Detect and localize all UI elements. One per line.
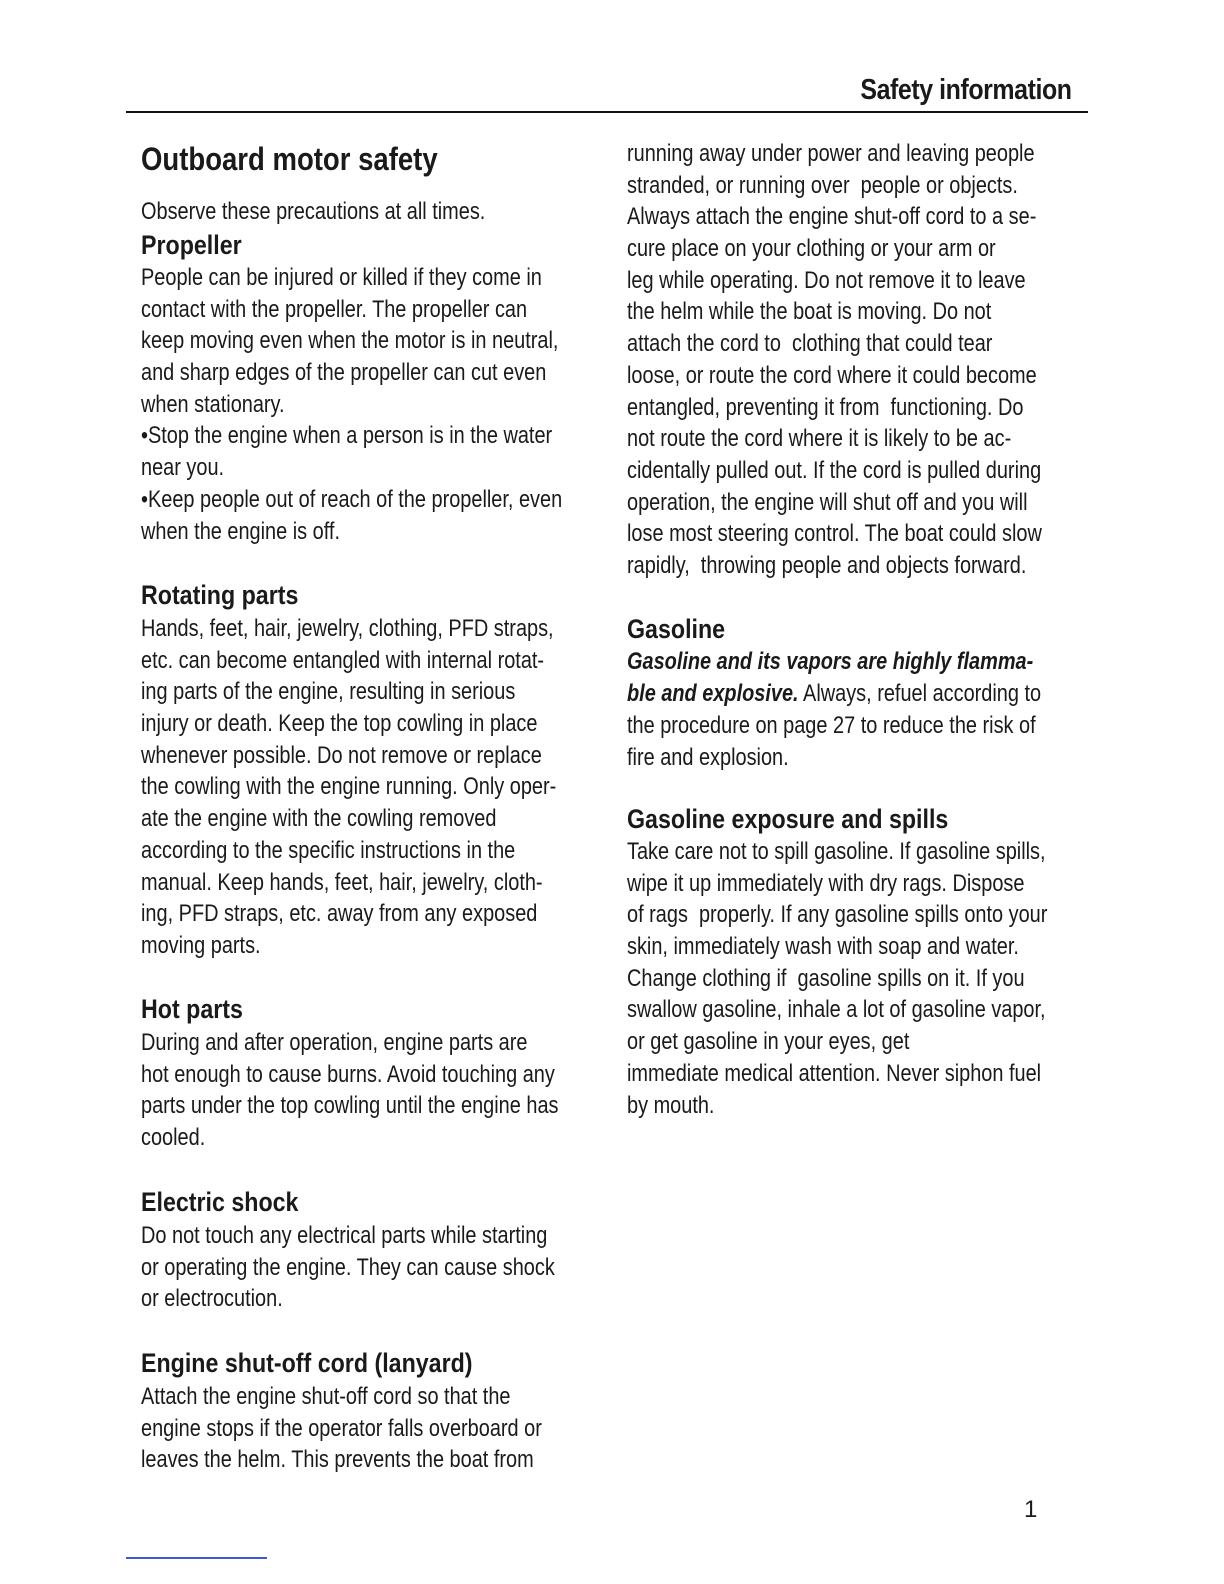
text-line: •Keep people out of reach of the propeller, even (141, 485, 563, 513)
intro-text: Observe these precautions at all times. (141, 198, 486, 225)
text-line: by mouth. (627, 1091, 715, 1119)
electric-shock-heading: Electric shock (141, 1187, 299, 1217)
propeller-heading: Propeller (141, 230, 242, 260)
gasoline-refuel-text: Always, refuel according to (798, 680, 1042, 707)
text-line: wipe it up immediately with dry rags. Dispose (627, 869, 1025, 897)
text-line: when the engine is off. (141, 517, 340, 545)
text-line: Always attach the engine shut-off cord to a se- (627, 203, 1037, 231)
text-line: injury or death. Keep the top cowling in place (141, 710, 538, 738)
text-line: operation, the engine will shut off and you will (627, 488, 1028, 516)
text-line: when stationary. (141, 390, 285, 418)
gasoline-spills-heading: Gasoline exposure and spills (627, 804, 949, 834)
page-number: 1 (1024, 1496, 1038, 1523)
lanyard-body (141, 1381, 542, 1476)
text-line: manual. Keep hands, feet, hair, jewelry, cloth- (141, 868, 543, 896)
text-line: the cowling with the engine running. Only oper- (141, 773, 557, 801)
text-line: keep moving even when the motor is in neutral, (141, 327, 559, 355)
text-line: the helm while the boat is moving. Do not (627, 298, 992, 326)
text-line: of rags properly. If any gasoline spills onto your (627, 901, 1048, 929)
text-line: the procedure on page 27 to reduce the risk of (627, 712, 1036, 739)
text-line: leaves the helm. This prevents the boat from (141, 1446, 534, 1474)
header-divider (126, 111, 1088, 113)
text-line: or electrocution. (141, 1285, 283, 1313)
text-line: engine stops if the operator falls overboard or (141, 1414, 542, 1442)
gasoline-warning-line1 (627, 646, 1033, 678)
text-line: moving parts. (141, 931, 261, 959)
text-line: cidentally pulled out. If the cord is pulled during (627, 456, 1042, 484)
running-header: Safety information (860, 74, 1072, 106)
text-line: immediate medical attention. Never siphon fuel (627, 1059, 1042, 1087)
text-line: ing parts of the engine, resulting in serious (141, 678, 516, 706)
text-line: cooled. (141, 1124, 206, 1152)
text-line: according to the specific instructions in the (141, 836, 516, 864)
text-line: Do not touch any electrical parts while starting (141, 1222, 548, 1249)
text-line: rapidly, throwing people and objects forward. (627, 551, 1027, 579)
propeller-body (141, 262, 562, 547)
text-line: or get gasoline in your eyes, get (627, 1028, 910, 1056)
text-line: not route the cord where it is likely to be ac- (627, 425, 1012, 453)
text-line: running away under power and leaving people (627, 140, 1035, 167)
text-line: whenever possible. Do not remove or replace (141, 741, 542, 769)
text-line: Change clothing if gasoline spills on it. If you (627, 964, 1025, 992)
gasoline-warning-line2 (627, 678, 1041, 710)
text-line: entangled, preventing it from functioning. Do (627, 393, 1024, 421)
rotating-parts-heading: Rotating parts (141, 580, 299, 610)
text-line: lose most steering control. The boat could slow (627, 520, 1042, 548)
text-line: Attach the engine shut-off cord so that the (141, 1383, 511, 1410)
text-line: hot enough to cause burns. Avoid touching any (141, 1060, 555, 1088)
gasoline-heading: Gasoline (627, 614, 726, 644)
text-line: stranded, or running over people or objects. (627, 171, 1018, 199)
text-line: swallow gasoline, inhale a lot of gasoline vapor, (627, 996, 1046, 1024)
footer-link-underline (126, 1557, 267, 1559)
gasoline-body (627, 710, 1036, 773)
text-line: etc. can become entangled with internal rotat- (141, 646, 545, 674)
text-line: loose, or route the cord where it could become (627, 361, 1037, 389)
text-line: fire and explosion. (627, 743, 789, 771)
text-line: •Stop the engine when a person is in the water (141, 422, 553, 450)
text-line: Hands, feet, hair, jewelry, clothing, PFD straps, (141, 615, 554, 642)
text-line: cure place on your clothing or your arm or (627, 235, 996, 263)
text-line: During and after operation, engine parts are (141, 1029, 528, 1056)
text-line: skin, immediately wash with soap and water. (627, 933, 1019, 961)
text-line: ing, PFD straps, etc. away from any exposed (141, 900, 538, 928)
lanyard-body-continued (627, 138, 1042, 582)
text-line: or operating the engine. They can cause shock (141, 1253, 555, 1281)
text-line: ate the engine with the cowling removed (141, 805, 497, 833)
gasoline-warning-text: Gasoline and its vapors are highly flamma- (627, 648, 1034, 675)
text-line: near you. (141, 454, 225, 482)
gasoline-warning-text-end: ble and explosive. (627, 680, 799, 707)
text-line: leg while operating. Do not remove it to leave (627, 266, 1026, 294)
electric-shock-body (141, 1220, 555, 1315)
text-line: contact with the propeller. The propeller can (141, 295, 528, 323)
gasoline-spills-body (627, 836, 1047, 1121)
text-line: parts under the top cowling until the engine has (141, 1092, 559, 1120)
text-line: People can be injured or killed if they come in (141, 264, 542, 291)
lanyard-heading: Engine shut-off cord (lanyard) (141, 1348, 473, 1378)
hot-parts-heading: Hot parts (141, 994, 243, 1024)
hot-parts-body (141, 1027, 559, 1154)
text-line: attach the cord to clothing that could tear (627, 330, 993, 358)
text-line: and sharp edges of the propeller can cut even (141, 359, 547, 387)
rotating-parts-body (141, 613, 556, 962)
text-line: Take care not to spill gasoline. If gasoline spills, (627, 838, 1046, 865)
section-title: Outboard motor safety (141, 141, 438, 177)
